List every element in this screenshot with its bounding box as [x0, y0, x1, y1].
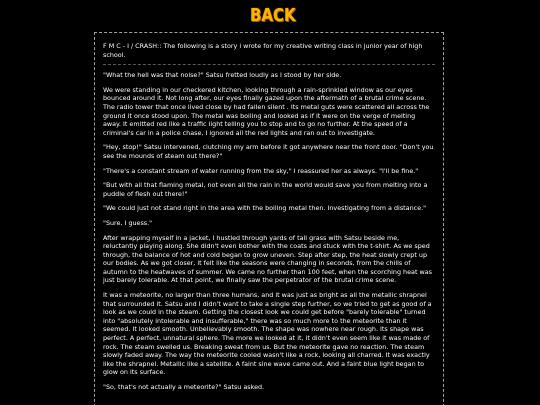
- back-button[interactable]: [250, 4, 296, 26]
- story-paragraph: "Hey, stop!" Satsu intervened, clutching my arm before it got anywhere near the front door. "Don't you see the mounds of steam out there?": [103, 143, 434, 160]
- story-paragraph: "What the hell was that noise?" Satsu fretted loudly as I stood by her side.: [103, 71, 342, 80]
- story-paragraph: "There's a constant stream of water running from the sky," I reassured her as always. "I'll be fine.": [103, 166, 419, 175]
- story-intro: F M C - I / CRASH:: The following is a story i wrote for my creative writing class in junior year of high school.: [103, 42, 435, 65]
- story-paragraph: We were standing in our checkered kitchen, looking through a rain-sprinkled window as our eyes bounced around it. Not long after, our eyes finally gazed upon the aftermath of a brutal crime scene. The radio tower that once lived close by had fallen silent . Its metal guts were scattered all across the ground it once stood upon. The metal was boiling and looked as if it were on the verge of melting away. It emitted red like a traffic light telling you to stop and to go no further. At the speed of a criminal's car in a police chase, I ignored all the red lights and ran out to investigate.: [103, 85, 430, 137]
- back-label: BACK: [250, 4, 296, 26]
- story-content: [95, 33, 443, 392]
- story-paragraph: It was a meteorite, no larger than three humans, and it was just as bright as all the metallic shrapnel that surrounded it. Satsu and I didn't want to take a single step further, so we tried to get as good of a look as we could in the steam. Getting the closest look we could get before "barely tolerable" turned into "absolutely intolerable and insufferable," there was so much more to the meteorite than it seemed. It looked smooth. Unbelievably smooth. The shape was nowhere near rough. Its shape was perfect. A perfect, unnatural sphere. The more we looked at it, it didn't even seem like it was made of rock. The steam swelled us. Breaking sweat from us. But the meteorite gave no reaction. The steam slowly faded away. The way the meteorite cooled wasn't like a rock, looking all charred. It was exactly like the shrapnel. Metallic like a satellite. A faint sine wave came out. And a faint blue light began to glow on its surface.: [103, 291, 432, 377]
- story-paragraph: After wrapping myself in a jacket, I hustled through yards of tall grass with Satsu beside me, reluctantly playing along. She didn't even bother with the coats and stuck with the t-shirt. As we sped through, the balance of hot and cold began to grow uneven. Step after step, the heat slowly crept up our bodies. As we got closer, it felt like the seasons were changing in seconds, from the chills of autumn to the heatwaves of summer. We came no further than 100 feet, when the scorching heat was just barely tolerable. At that point, we finally saw the perpetrator of the brutal crime scene.: [103, 233, 432, 285]
- story-panel: [94, 32, 444, 405]
- story-paragraph: "So, that's not actually a meteorite?" Satsu asked.: [103, 383, 265, 391]
- story-paragraph: "We could just not stand right in the area with the boiling metal then. Investigating from a distance.": [103, 204, 427, 213]
- story-paragraph: "Sure, I guess.": [103, 218, 153, 227]
- story-paragraph: "But with all that flaming metal, not even all the rain in the world would save you from melting into a puddle of flesh out there!": [103, 181, 428, 198]
